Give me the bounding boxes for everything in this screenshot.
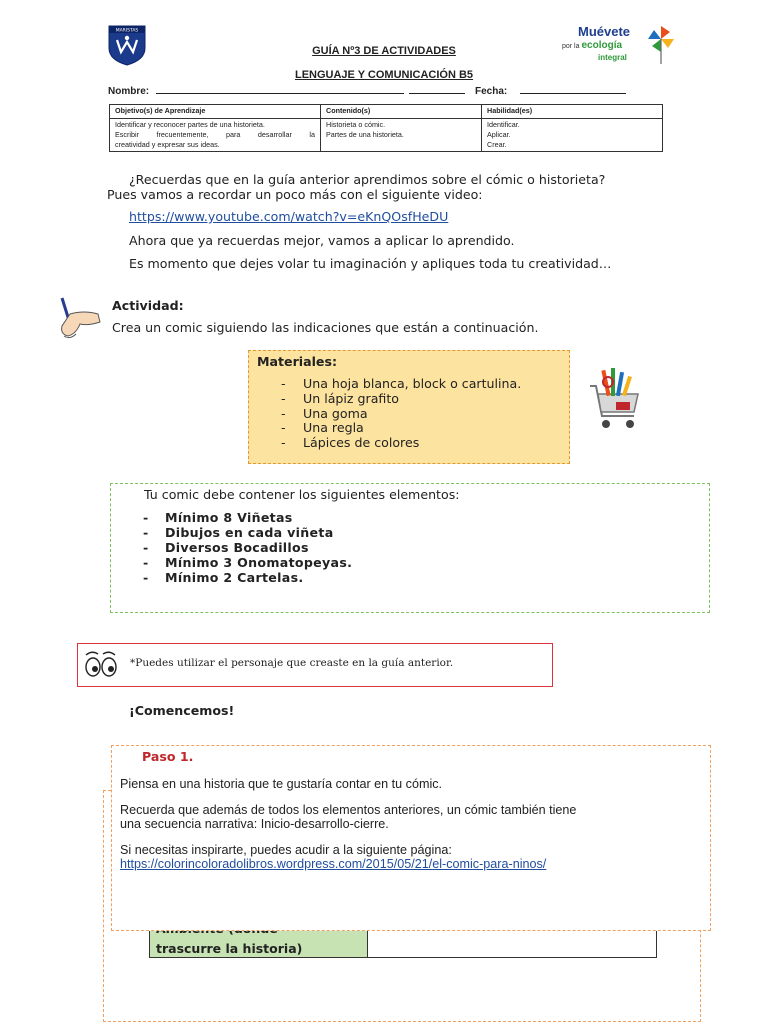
list-item: - Dibujos en cada viñeta: [143, 525, 334, 540]
materials-box: [248, 350, 570, 464]
step-1-paragraph-1: Piensa en una historia que te gustaría contar en tu cómic.: [120, 777, 443, 791]
eyes-icon: [84, 649, 118, 681]
list-item: - Una regla: [281, 420, 364, 436]
elements-list: [143, 510, 352, 585]
start-heading: ¡Comencemos!: [129, 703, 235, 718]
step-1-box: [111, 745, 711, 931]
video-link[interactable]: https://www.youtube.com/watch?v=eKnQOsfHeDU: [129, 209, 449, 224]
list-item: - Un lápiz grafito: [281, 390, 399, 406]
objectives-table: [109, 104, 663, 152]
activity-instruction: Crea un comic siguiendo las indicaciones que están a continuación.: [112, 320, 539, 335]
header-contents: Contenido(s): [321, 105, 482, 119]
tip-note-box: [77, 643, 553, 687]
elements-intro: Tu comic debe contener los siguientes elementos:: [144, 487, 460, 502]
tip-note-text: *Puedes utilizar el personaje que creaste en la guía anterior.: [130, 657, 454, 669]
list-item: - Lápices de colores: [281, 435, 420, 451]
pinwheel-icon: [646, 24, 676, 64]
intro-line-4: Es momento que dejes volar tu imaginación y apliques toda tu creatividad…: [129, 256, 612, 271]
setting-answer-cell[interactable]: [368, 929, 656, 957]
comic-elements-box: [110, 483, 710, 613]
materials-heading: Materiales:: [257, 354, 338, 369]
list-item: - Mínimo 8 Viñetas: [143, 510, 293, 525]
school-supplies-cart-icon: [586, 366, 642, 436]
intro-line-1: ¿Recuerdas que en la guía anterior aprendimos sobre el cómic o historieta?: [129, 172, 606, 187]
list-item: - Una goma: [281, 405, 368, 421]
subject-title: LENGUAJE Y COMUNICACIÓN B5: [294, 69, 474, 81]
header-skills: Habilidad(es): [482, 105, 663, 119]
inspiration-link[interactable]: https://colorincoloradolibros.wordpress.com/2015/05/21/el-comic-para-ninos/: [120, 857, 547, 871]
svg-text:MARISTAS: MARISTAS: [115, 28, 139, 34]
step-1-paragraph-2a: Recuerda que además de todos los elementos anteriores, un cómic también tiene: [120, 803, 577, 817]
writing-hand-icon: [50, 296, 102, 344]
contents-cell: Historieta o cómic. Partes de una historieta.: [321, 119, 482, 152]
materials-list: [281, 377, 521, 451]
step-1-paragraph-3: Si necesitas inspirarte, puedes acudir a la siguiente página:: [120, 843, 452, 857]
list-item: - Mínimo 2 Cartelas.: [143, 570, 304, 585]
list-item: - Diversos Bocadillos: [143, 540, 309, 555]
list-item: - Mínimo 3 Onomatopeyas.: [143, 555, 353, 570]
school-crest-logo: [105, 22, 149, 66]
date-field[interactable]: Fecha:: [475, 84, 626, 97]
activity-heading: Actividad:: [112, 298, 184, 313]
step-1-paragraph-2b: una secuencia narrativa: Inicio-desarrollo-cierre.: [120, 817, 389, 831]
list-item: - Una hoja blanca, block o cartulina.: [281, 376, 522, 391]
name-field[interactable]: Nombre:: [108, 84, 465, 97]
story-planning-table: [149, 928, 657, 958]
skills-cell: Identificar. Aplicar. Crear.: [482, 119, 663, 152]
guide-title: GUÍA Nº3 DE ACTIVIDADES: [312, 45, 456, 57]
muevete-ecologia-logo: Muévete por la ecología integral: [562, 22, 680, 70]
step-1-heading: Paso 1.: [142, 749, 194, 764]
intro-line-2: Pues vamos a recordar un poco más con el siguiente video:: [107, 187, 483, 202]
header-objectives: Objetivo(s) de Aprendizaje: [110, 105, 321, 119]
setting-label-cell: trascurre la historia): [150, 929, 368, 957]
objectives-cell: Identificar y reconocer partes de una historieta. Escribir frecuentemente, para desarrollar la creatividad y expresar sus ideas.: [110, 119, 321, 152]
intro-line-3: Ahora que ya recuerdas mejor, vamos a aplicar lo aprendido.: [129, 233, 515, 248]
